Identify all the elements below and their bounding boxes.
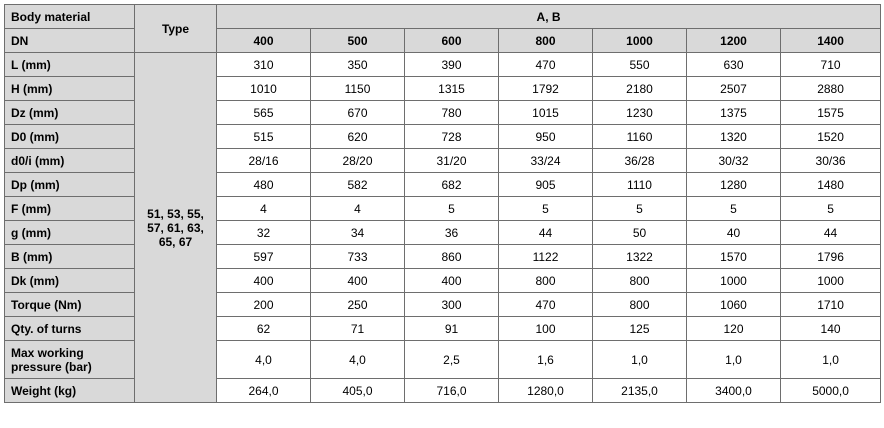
table-cell: 1122 [499, 245, 593, 269]
row-label: Dz (mm) [5, 101, 135, 125]
row-label: Qty. of turns [5, 317, 135, 341]
table-cell: 40 [687, 221, 781, 245]
table-cell: 36 [405, 221, 499, 245]
table-cell: 264,0 [217, 379, 311, 403]
table-cell: 200 [217, 293, 311, 317]
type-header: Type [135, 5, 217, 53]
dn-value: 1200 [687, 29, 781, 53]
table-cell: 550 [593, 53, 687, 77]
dn-value: 500 [311, 29, 405, 53]
table-cell: 405,0 [311, 379, 405, 403]
table-cell: 565 [217, 101, 311, 125]
table-cell: 3400,0 [687, 379, 781, 403]
row-label: B (mm) [5, 245, 135, 269]
dn-label: DN [5, 29, 135, 53]
table-cell: 350 [311, 53, 405, 77]
table-cell: 300 [405, 293, 499, 317]
table-cell: 91 [405, 317, 499, 341]
body-material-value: A, B [217, 5, 881, 29]
row-label: Torque (Nm) [5, 293, 135, 317]
table-cell: 710 [781, 53, 881, 77]
table-cell: 34 [311, 221, 405, 245]
table-cell: 1315 [405, 77, 499, 101]
dn-value: 1000 [593, 29, 687, 53]
table-cell: 400 [217, 269, 311, 293]
body-material-label: Body material [5, 5, 135, 29]
table-cell: 2180 [593, 77, 687, 101]
table-cell: 515 [217, 125, 311, 149]
table-cell: 4,0 [311, 341, 405, 379]
table-cell: 50 [593, 221, 687, 245]
table-cell: 480 [217, 173, 311, 197]
table-cell: 1710 [781, 293, 881, 317]
table-cell: 5000,0 [781, 379, 881, 403]
table-cell: 4 [217, 197, 311, 221]
dn-value: 600 [405, 29, 499, 53]
table-cell: 1000 [781, 269, 881, 293]
row-label: Max working pressure (bar) [5, 341, 135, 379]
table-cell: 1575 [781, 101, 881, 125]
table-cell: 1,6 [499, 341, 593, 379]
dn-value: 1400 [781, 29, 881, 53]
table-cell: 1480 [781, 173, 881, 197]
table-cell: 2135,0 [593, 379, 687, 403]
table-cell: 71 [311, 317, 405, 341]
table-cell: 800 [499, 269, 593, 293]
table-cell: 905 [499, 173, 593, 197]
table-cell: 120 [687, 317, 781, 341]
dn-value: 800 [499, 29, 593, 53]
row-label: F (mm) [5, 197, 135, 221]
table-cell: 250 [311, 293, 405, 317]
row-label: Dk (mm) [5, 269, 135, 293]
table-cell: 597 [217, 245, 311, 269]
table-cell: 1792 [499, 77, 593, 101]
table-cell: 30/32 [687, 149, 781, 173]
table-cell: 1,0 [687, 341, 781, 379]
table-cell: 4 [311, 197, 405, 221]
table-cell: 620 [311, 125, 405, 149]
table-row [5, 53, 881, 77]
table-cell: 125 [593, 317, 687, 341]
header-row-body-material [5, 5, 881, 29]
table-cell: 1,0 [593, 341, 687, 379]
row-label: g (mm) [5, 221, 135, 245]
table-cell: 100 [499, 317, 593, 341]
table-cell: 1,0 [781, 341, 881, 379]
table-cell: 2507 [687, 77, 781, 101]
type-value: 51, 53, 55, 57, 61, 63, 65, 67 [135, 53, 217, 403]
table-cell: 630 [687, 53, 781, 77]
table-cell: 716,0 [405, 379, 499, 403]
table-cell: 733 [311, 245, 405, 269]
table-cell: 400 [311, 269, 405, 293]
table-cell: 1322 [593, 245, 687, 269]
table-cell: 470 [499, 293, 593, 317]
table-cell: 1010 [217, 77, 311, 101]
table-cell: 1110 [593, 173, 687, 197]
table-cell: 1280,0 [499, 379, 593, 403]
table-cell: 1320 [687, 125, 781, 149]
table-cell: 860 [405, 245, 499, 269]
table-cell: 5 [593, 197, 687, 221]
table-cell: 5 [687, 197, 781, 221]
table-cell: 4,0 [217, 341, 311, 379]
table-cell: 470 [499, 53, 593, 77]
specification-table [4, 4, 881, 403]
table-cell: 1150 [311, 77, 405, 101]
table-cell: 800 [593, 269, 687, 293]
table-cell: 390 [405, 53, 499, 77]
table-cell: 1280 [687, 173, 781, 197]
table-cell: 780 [405, 101, 499, 125]
table-cell: 1015 [499, 101, 593, 125]
table-cell: 582 [311, 173, 405, 197]
table-cell: 1160 [593, 125, 687, 149]
row-label: Weight (kg) [5, 379, 135, 403]
row-label: H (mm) [5, 77, 135, 101]
row-label: Dp (mm) [5, 173, 135, 197]
table-cell: 5 [781, 197, 881, 221]
table-cell: 670 [311, 101, 405, 125]
table-cell: 310 [217, 53, 311, 77]
table-cell: 31/20 [405, 149, 499, 173]
table-cell: 44 [781, 221, 881, 245]
table-cell: 728 [405, 125, 499, 149]
table-cell: 800 [593, 293, 687, 317]
row-label: L (mm) [5, 53, 135, 77]
table-cell: 5 [405, 197, 499, 221]
table-cell: 36/28 [593, 149, 687, 173]
table-cell: 30/36 [781, 149, 881, 173]
table-cell: 400 [405, 269, 499, 293]
table-cell: 2,5 [405, 341, 499, 379]
dn-value: 400 [217, 29, 311, 53]
row-label: D0 (mm) [5, 125, 135, 149]
table-cell: 33/24 [499, 149, 593, 173]
table-cell: 28/20 [311, 149, 405, 173]
table-cell: 1230 [593, 101, 687, 125]
table-cell: 1570 [687, 245, 781, 269]
table-cell: 44 [499, 221, 593, 245]
table-cell: 140 [781, 317, 881, 341]
table-cell: 1060 [687, 293, 781, 317]
table-cell: 2880 [781, 77, 881, 101]
table-cell: 1520 [781, 125, 881, 149]
table-cell: 950 [499, 125, 593, 149]
table-cell: 682 [405, 173, 499, 197]
table-cell: 28/16 [217, 149, 311, 173]
table-cell: 62 [217, 317, 311, 341]
table-cell: 1796 [781, 245, 881, 269]
table-cell: 1000 [687, 269, 781, 293]
table-cell: 32 [217, 221, 311, 245]
row-label: d0/i (mm) [5, 149, 135, 173]
table-cell: 5 [499, 197, 593, 221]
table-cell: 1375 [687, 101, 781, 125]
